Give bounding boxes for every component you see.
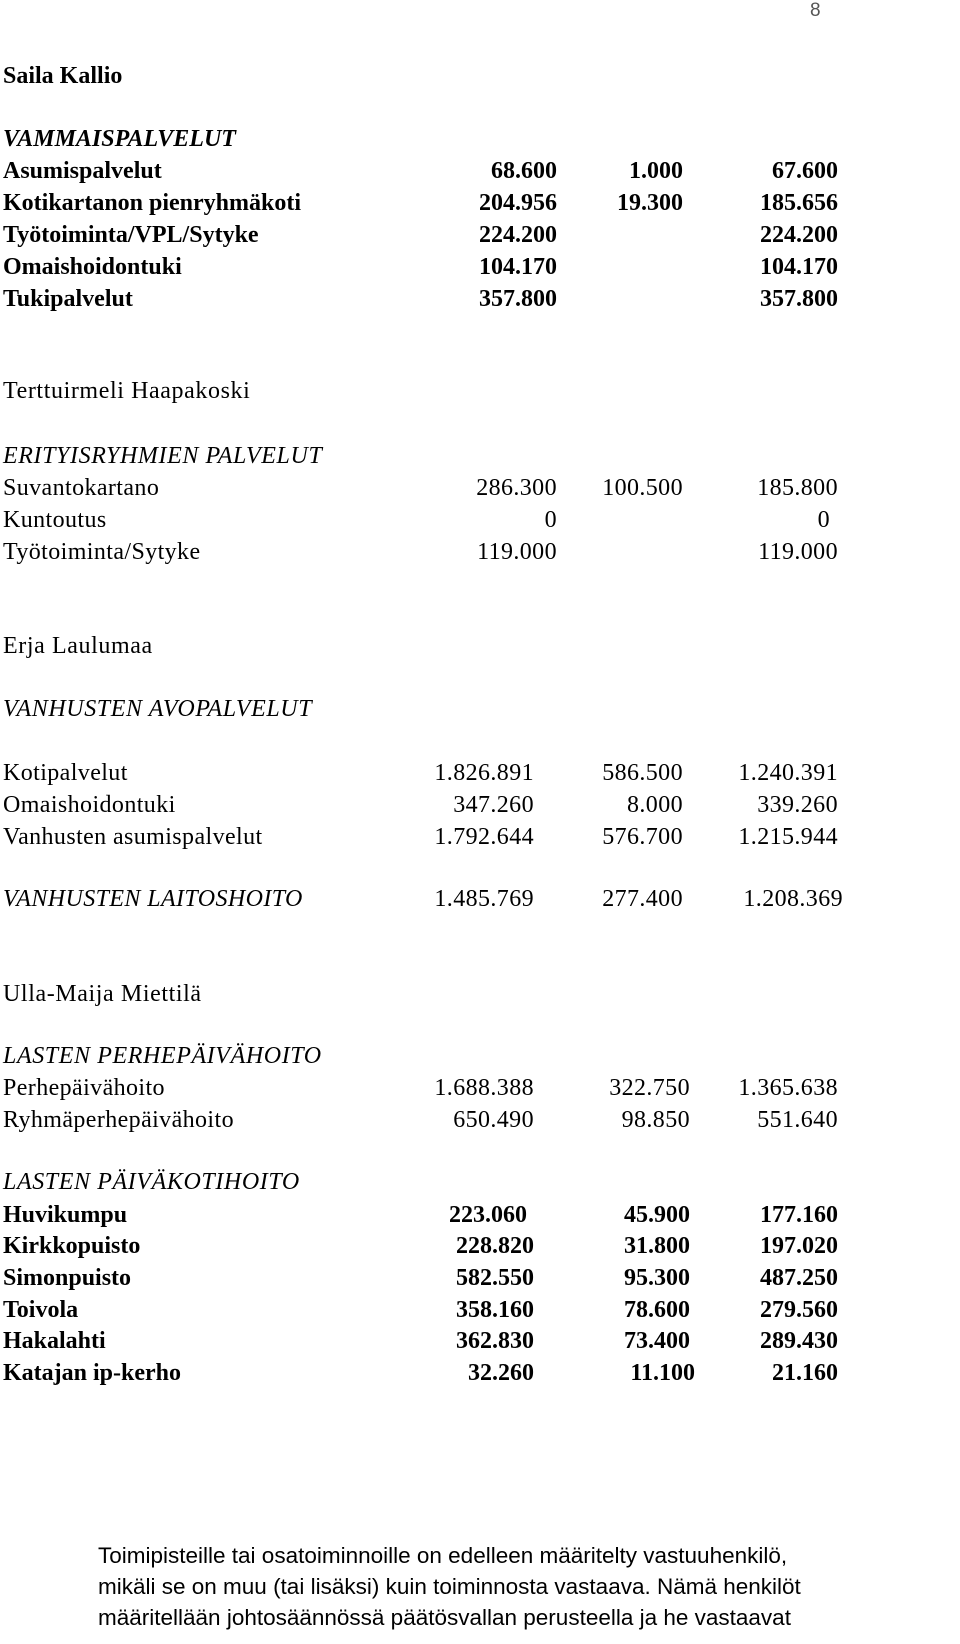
row-label: Kotipalvelut: [3, 760, 128, 786]
row-value-a: 650.490: [453, 1107, 534, 1133]
row-value-a: 0: [544, 507, 557, 533]
category-heading: ERITYISRYHMIEN PALVELUT: [3, 443, 323, 469]
row-label: Kirkkopuisto: [3, 1233, 141, 1259]
row-value-a: 119.000: [477, 539, 557, 565]
table-row: [0, 158, 960, 188]
row-label: Vanhusten asumispalvelut: [3, 824, 263, 850]
row-value-a: 582.550: [456, 1265, 534, 1291]
row-value-a: 286.300: [476, 475, 557, 501]
table-row: [0, 792, 960, 822]
person-name: Terttuirmeli Haapakoski: [3, 378, 251, 404]
table-row: [0, 190, 960, 220]
row-value-c: 487.250: [760, 1265, 838, 1291]
row-label: Tukipalvelut: [3, 286, 133, 312]
row-label: Suvantokartano: [3, 475, 160, 501]
row-value-c: 177.160: [760, 1202, 838, 1228]
table-row: [0, 222, 960, 252]
table-row: [0, 539, 960, 569]
category-heading: LASTEN PERHEPÄIVÄHOITO: [3, 1043, 322, 1069]
category-heading: LASTEN PÄIVÄKOTIHOITO: [3, 1169, 300, 1195]
table-row-laitoshoito: [0, 886, 960, 916]
row-value-c: 1.240.391: [738, 760, 838, 786]
row-value-a: 1.792.644: [434, 824, 534, 850]
category-heading: VANHUSTEN AVOPALVELUT: [3, 696, 313, 722]
row-value-a: 228.820: [456, 1233, 534, 1259]
row-value-c: 551.640: [757, 1107, 838, 1133]
row-label: Asumispalvelut: [3, 158, 162, 184]
row-value-b: 73.400: [624, 1328, 690, 1354]
row-value-c: 1.208.369: [743, 886, 843, 912]
row-value-c: 67.600: [772, 158, 838, 184]
row-value-b: 78.600: [624, 1297, 690, 1323]
row-value-c: 104.170: [760, 254, 838, 280]
person-name: Saila Kallio: [3, 63, 123, 89]
row-value-a: 104.170: [479, 254, 557, 280]
row-value-c: 1.365.638: [738, 1075, 838, 1101]
row-value-c: 357.800: [760, 286, 838, 312]
row-value-c: 289.430: [760, 1328, 838, 1354]
footnote-line: Toimipisteille tai osatoiminnoille on edelleen määritelty vastuuhenkilö,: [98, 1543, 788, 1568]
footnote-line: määritellään johtosäännössä päätösvallan perusteella ja he vastaavat: [98, 1605, 791, 1630]
row-value-c: 339.260: [757, 792, 838, 818]
row-label: Omaishoidontuki: [3, 254, 182, 280]
person-name: Ulla-Maija Miettilä: [3, 981, 202, 1007]
row-value-a: 224.200: [479, 222, 557, 248]
table-row: [0, 1360, 960, 1390]
row-value-a: 358.160: [456, 1297, 534, 1323]
row-value-a: 362.830: [456, 1328, 534, 1354]
table-row: [0, 1202, 960, 1232]
row-value-a: 347.260: [453, 792, 534, 818]
row-value-b: 100.500: [602, 475, 683, 501]
row-value-c: 21.160: [772, 1360, 838, 1386]
row-label: VANHUSTEN LAITOSHOITO: [3, 886, 303, 912]
row-label: Kuntoutus: [3, 507, 107, 533]
row-label: Toivola: [3, 1297, 79, 1323]
footnote-line: mikäli se on muu (tai lisäksi) kuin toiminnosta vastaava. Nämä henkilöt: [98, 1574, 801, 1599]
table-row: [0, 824, 960, 854]
row-value-c: 0: [817, 507, 830, 533]
table-row: [0, 475, 960, 505]
row-label: Simonpuisto: [3, 1265, 132, 1291]
category-heading: VAMMAISPALVELUT: [3, 126, 236, 152]
row-value-b: 586.500: [602, 760, 683, 786]
page-number: 8: [810, 0, 821, 21]
table-row: [0, 1107, 960, 1137]
row-value-a: 357.800: [479, 286, 557, 312]
row-label: Katajan ip-kerho: [3, 1360, 182, 1386]
table-row: [0, 760, 960, 790]
row-value-a: 1.826.891: [434, 760, 534, 786]
footnote: [98, 1540, 948, 1633]
row-value-b: 1.000: [629, 158, 683, 184]
row-value-c: 185.800: [757, 475, 838, 501]
row-value-b: 45.900: [624, 1202, 690, 1228]
row-label: Työtoiminta/Sytyke: [3, 539, 201, 565]
row-value-b: 277.400: [602, 886, 683, 912]
row-value-c: 279.560: [760, 1297, 838, 1323]
row-label: Huvikumpu: [3, 1202, 128, 1228]
row-value-a: 1.485.769: [434, 886, 534, 912]
table-row: [0, 1328, 960, 1358]
row-value-b: 8.000: [627, 792, 683, 818]
row-value-a: 32.260: [468, 1360, 534, 1386]
row-label: Perhepäivähoito: [3, 1075, 165, 1101]
row-value-c: 197.020: [760, 1233, 838, 1259]
row-value-b: 31.800: [624, 1233, 690, 1259]
row-value-c: 224.200: [760, 222, 838, 248]
table-row: [0, 1297, 960, 1327]
row-value-a: 68.600: [491, 158, 557, 184]
row-value-c: 185.656: [760, 190, 838, 216]
row-value-a: 1.688.388: [434, 1075, 534, 1101]
row-value-b: 322.750: [609, 1075, 690, 1101]
person-name: Erja Laulumaa: [3, 633, 153, 659]
table-row: [0, 286, 960, 316]
table-row: [0, 1233, 960, 1263]
row-value-b: 11.100: [630, 1360, 695, 1386]
row-value-c: 1.215.944: [738, 824, 838, 850]
row-label: Omaishoidontuki: [3, 792, 176, 818]
row-value-b: 98.850: [621, 1107, 690, 1133]
table-row: [0, 254, 960, 284]
table-row: [0, 1265, 960, 1295]
table-row: [0, 507, 960, 537]
row-label: Kotikartanon pienryhmäkoti: [3, 190, 302, 216]
row-value-a: 223.060: [449, 1202, 527, 1228]
table-row: [0, 1075, 960, 1105]
row-label: Ryhmäperhepäivähoito: [3, 1107, 234, 1133]
row-value-b: 19.300: [617, 190, 683, 216]
row-value-b: 576.700: [602, 824, 683, 850]
row-value-c: 119.000: [758, 539, 838, 565]
row-value-a: 204.956: [479, 190, 557, 216]
row-label: Työtoiminta/VPL/Sytyke: [3, 222, 259, 248]
row-label: Hakalahti: [3, 1328, 106, 1354]
row-value-b: 95.300: [624, 1265, 690, 1291]
